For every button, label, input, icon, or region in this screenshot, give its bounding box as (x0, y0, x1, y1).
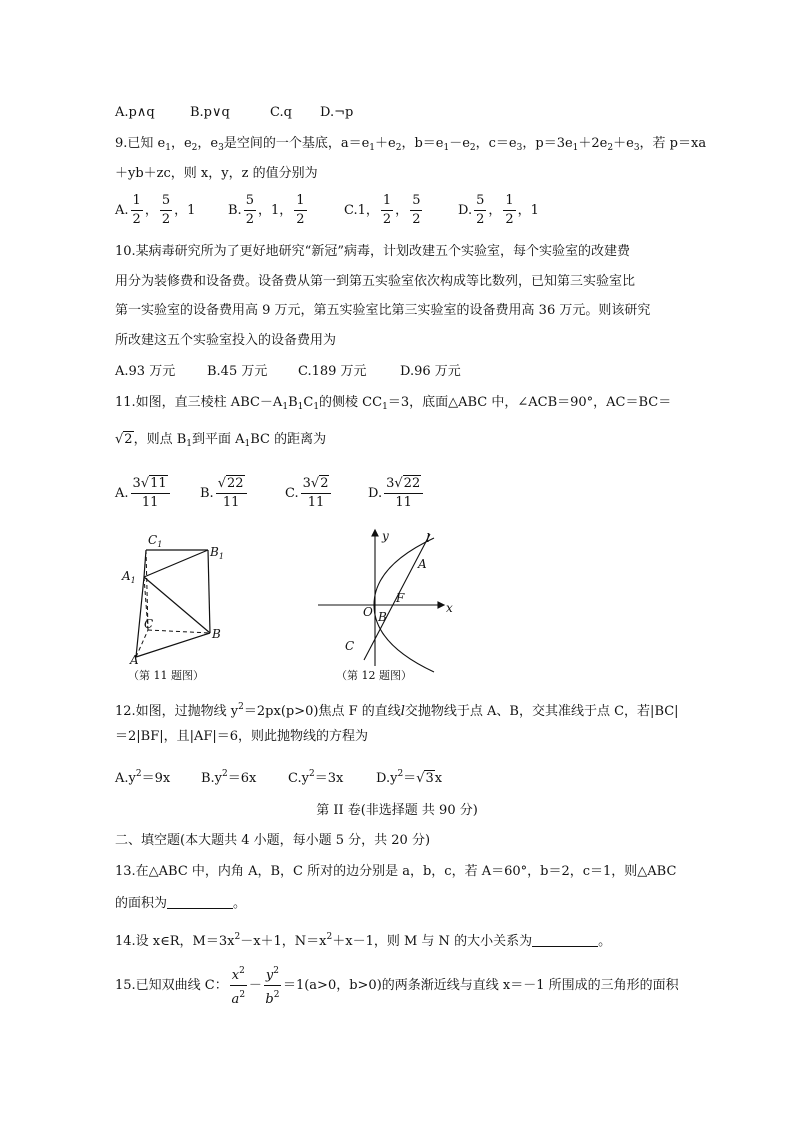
label-b: B (378, 610, 387, 624)
q10-stem-line4: 所改建这五个实验室投入的设备费用为 (115, 333, 337, 348)
q10-stem-line1: 10.某病毒研究所为了更好地研究“新冠”病毒，计划改建五个实验室，每个实验室的改建费 (115, 244, 630, 259)
q9-option-c: C.1， $\frac{1}{2}$ ， $\frac{5}{2}$ (344, 193, 421, 227)
q11-stem-line2: √2，则点 $B_1$到平面 $A_1BC$ 的距离为 (115, 432, 327, 449)
q10-stem-line3: 第一实验室的设备费用高 9 万元，第五实验室比第三实验室的设备费用高 36 万元。则该研究 (115, 303, 651, 318)
q8-option-d: D.¬p (320, 105, 354, 120)
label-c: C (345, 639, 355, 653)
edge-a1b (144, 577, 210, 633)
label-a: A (418, 557, 427, 571)
q14-answer-blank[interactable] (532, 932, 598, 947)
q10-option-a: A.93 万元 (115, 364, 176, 379)
q9-stem-line1: 9.已知 $e_1$，$e_2$，$e_3$是空间的一个基底，$a=e_1+e_2$，$b=e_1-e_2$，$c=e_3$，$p=3e_1+2e_2+e_3$，若 p＝xa (115, 136, 707, 153)
edge-cb-hidden (148, 630, 210, 633)
q9-option-b: B. $\frac{5}{2}$ ，1， $\frac{1}{2}$ (228, 193, 305, 227)
label-f: F (396, 591, 405, 605)
label-x: x (446, 601, 453, 615)
figure-11-caption: （第 11 题图） (128, 669, 204, 682)
q10-stem-line2: 用分为装修费和设备费。设备费从第一到第五实验室依次构成等比数列，已知第三实验室比 (115, 274, 636, 289)
q11-option-c: C. $\frac{3√2}{11}$ (285, 475, 333, 512)
q11-option-a: A. $\frac{3√11}{11}$ (115, 475, 172, 512)
q12-option-b: $B.y^2=6x$ (201, 769, 257, 786)
q12-option-c: $C.y^2=3x$ (288, 769, 344, 786)
q11-stem-line1: 11.如图，直三棱柱 $ABC-A_1B_1C_1$的侧棱 $CC_1=3$，底面△ABC 中，∠ACB＝90°，AC＝BC＝ (115, 395, 672, 412)
part2-title: 第 II 卷(非选择题 共 90 分) (316, 803, 478, 818)
q13-answer-blank[interactable] (167, 894, 233, 909)
edge-b1b (208, 550, 210, 633)
section2-heading: 二、填空题(本大题共 4 小题，每小题 5 分，共 20 分) (115, 833, 431, 848)
q9-option-a: A. $\frac{1}{2}$ ， $\frac{5}{2}$ ，1 (115, 193, 196, 227)
q13-stem-line1: 13.在△ABC 中，内角 A，B，C 所对的边分别是 a，b，c，若 A＝60°，b＝2，c＝1，则△ABC (115, 864, 677, 879)
q12-option-a: $A.y^2=9x$ (115, 769, 171, 786)
q10-option-c: C.189 万元 (298, 364, 367, 379)
q8-option-b: B.p∨q (190, 105, 230, 120)
q8-option-a: A.p∧q (115, 105, 155, 120)
figure-11-prism (118, 530, 238, 690)
q10-option-b: B.45 万元 (207, 364, 268, 379)
q9-stem-line2: ＋yb＋zc，则 x，y，z 的值分别为 (115, 166, 318, 181)
q10-option-d: D.96 万元 (400, 364, 461, 379)
edge-ab (136, 633, 210, 657)
label-c1: $C_1$ (148, 533, 163, 549)
q13-stem-line2: 的面积为 。 (115, 896, 247, 911)
label-a: A (130, 653, 139, 667)
figure-12-caption: （第 12 题图） (336, 669, 412, 682)
label-b1: $B_1$ (210, 545, 224, 561)
edge-a1b1 (144, 550, 208, 577)
label-o: O (363, 605, 373, 619)
q12-stem-line2: ＝2|BF|，且|AF|＝6，则此抛物线的方程为 (115, 729, 369, 744)
q8-option-c: C.q (270, 105, 292, 120)
q12-stem-line1: 12.如图，过抛物线 $y^2=2px(p>0)$焦点 F 的直线l交抛物线于点 A、B，交其准线于点 C，若|BC| (115, 702, 679, 719)
label-b: B (212, 627, 221, 641)
label-c: C (144, 617, 154, 631)
q11-option-d: D. $\frac{3√22}{11}$ (368, 475, 425, 512)
x-axis-arrow (438, 602, 444, 608)
figure-12-parabola (312, 526, 460, 686)
q14-stem: 14.设 x∈R，$M=3x^2-x+1$，$N=x^2+x-1$，则 M 与 N 的大小关系为 。 (115, 932, 612, 949)
label-a1: $A_1$ (122, 569, 136, 585)
q9-option-d: D. $\frac{5}{2}$ ， $\frac{1}{2}$ ，1 (458, 193, 539, 227)
y-axis-arrow (372, 530, 378, 536)
label-y: y (382, 529, 389, 543)
label-l: l (426, 531, 430, 545)
q15-stem: 15.已知双曲线 C： $\frac{x^2}{a^2}$ － $\frac{y^2}{b^2}$ ＝1(a>0，b>0)的两条渐近线与直线 x＝－1 所围成的三角形的面积 (115, 962, 679, 1009)
edge-a1a (136, 577, 144, 657)
edge-c1a1 (144, 550, 146, 577)
q11-option-b: B. $\frac{√22}{11}$ (200, 475, 249, 512)
q12-option-d: $D.y^2=√3x$ (376, 769, 443, 786)
